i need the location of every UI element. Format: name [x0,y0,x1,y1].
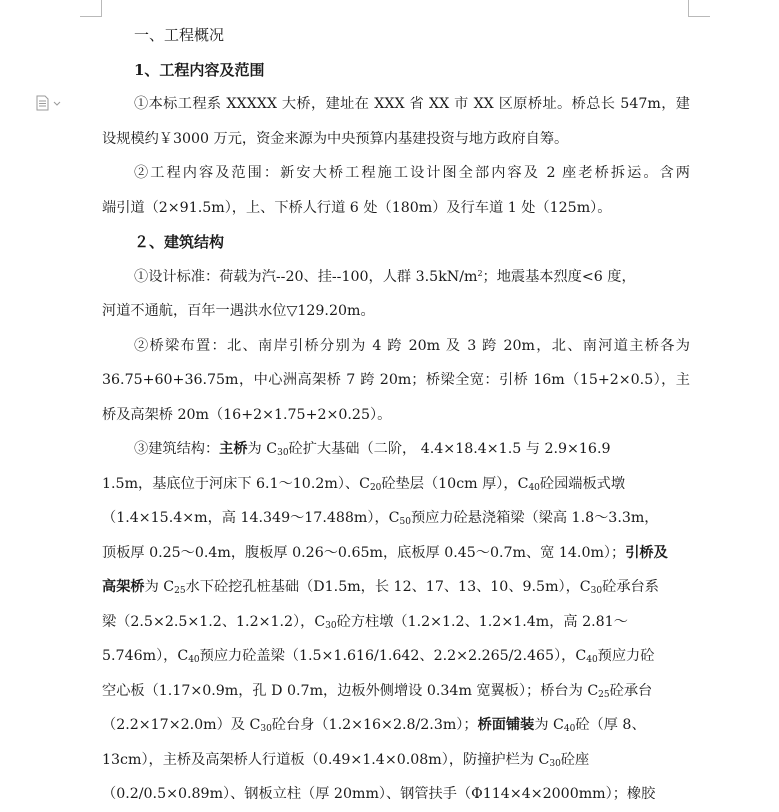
paragraph-line: 河道不通航，百年一遇洪水位▽129.20m。 [102,303,375,319]
paragraph-line: 桥及高架桥 20m（16+2×1.75+2×0.25）。 [102,406,392,423]
paragraph-line: ②桥梁布置：北、南岸引桥分别为 4 跨 20m 及 3 跨 20m，北、南河道主桥各为 [134,337,690,354]
paragraph-line: ①设计标准：荷载为汽--20、挂--100，人群 $3.5kN/m^2$；地震基本烈度<6 度， [134,268,636,285]
document-body [102,18,690,812]
paragraph-line: 顶板厚 0.25～0.4m，腹板厚 0.26～0.65m，底板厚 0.45～0.7m、宽 14.0m）；引桥及 [102,544,668,561]
paragraph-line: 高架桥为 $C_{25}$水下砼挖孔桩基础（D1.5m，长 12、17、13、10、9.5m），$C_{30}$砼承台系 [102,579,659,596]
paragraph-line: ②工程内容及范围：新安大桥工程施工设计图全部内容及 2 座老桥拆运。含两 [134,165,690,181]
paragraph-line: ①本标工程系 XXXXX 大桥，建址在 XXX 省 XX 市 XX 区原桥址。桥总长 547m，建 [134,96,690,112]
crop-mark-top-left [101,0,102,16]
crop-mark-top-right [688,16,710,17]
paragraph-line: 端引道（2×91.5m），上、下桥人行道 6 处（180m）及行车道 1 处（125m）。 [102,199,612,216]
paragraph-options-icon[interactable] [35,95,65,111]
paragraph-line: （1.4×15.4×m，高 14.349～17.488m），$C_{50}$预应力砼悬浇箱梁（梁高 1.8～3.3m， [102,510,659,527]
paragraph-line: ③建筑结构：主桥为 $C_{30}$砼扩大基础（二阶， 4.4×18.4×1.5 与 2.9×16.9 [134,441,611,458]
subsection-heading: ２、建筑结构 [134,233,225,251]
paragraph-line: 1.5m，基底位于河床下 6.1～10.2m）、$C_{20}$砼垫层（10cm 厚），$C_{40}$砼园端板式墩 [102,475,626,493]
paragraph-line: 5.746m），$C_{40}$预应力砼盖梁（1.5×1.616/1.642、2.2×2.265/2.465），$C_{40}$预应力砼 [102,648,655,665]
paragraph-line: 13cm），主桥及高架桥人行道板（0.49×1.4×0.08m），防撞护栏为 $C_{30}$砼座 [102,751,590,769]
paragraph-line: 36.75+60+36.75m，中心洲高架桥 7 跨 20m；桥梁全宽：引桥 16m（15+2×0.5），主 [102,372,690,388]
paragraph-line: （2.2×17×2.0m）及 $C_{30}$砼台身（1.2×16×2.8/2.3m）；桥面铺装为 $C_{40}$砼（厚 8、 [102,717,646,734]
subsection-heading: 1、工程内容及范围 [134,60,265,79]
crop-mark-top-left [80,16,102,17]
paragraph-line: （0.2/0.5×0.89m）、钢板立柱（厚 20mm）、钢管扶手（Φ114×4×2000mm）；橡胶 [102,786,656,802]
paragraph-line: 梁（2.5×2.5×1.2、1.2×1.2），$C_{30}$砼方柱墩（1.2×1.2、1.2×1.4m，高 2.81～ [102,613,628,631]
paragraph-line: 设规模约￥3000 万元，资金来源为中央预算内基建投资与地方政府自筹。 [102,130,569,147]
paragraph-line: 空心板（1.17×0.9m，孔 D 0.7m，边板外侧增设 0.34m 宽翼板）；桥台为 $C_{25}$砼承台 [102,682,653,700]
section-heading: 一、工程概况 [134,26,225,44]
crop-mark-top-right [688,0,689,16]
